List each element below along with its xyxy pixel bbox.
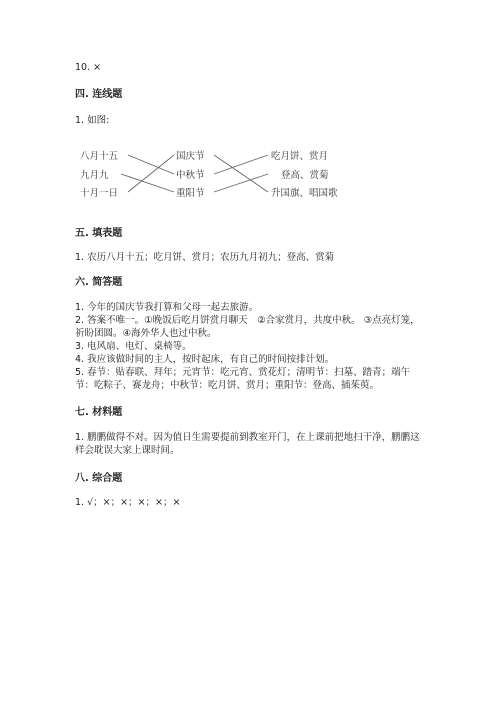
link-line [128,155,174,174]
section-title-comprehensive: 八. 综合题 [75,473,123,484]
right-item-3: 升国旗、唱国歌 [271,188,338,199]
middle-item-1: 国庆节 [176,151,205,162]
short-answer-4: 4. 我应该做时间的主人，按时起床，有自己的时间按排计划。 [75,354,335,365]
material-answer-1: 1. 鹏鹏做得不对。因为值日生需要提前到教室开门，在上课前把地扫干净，鹏鹏这样会耽误大家上课时间。 [75,432,420,456]
middle-item-2: 中秋节 [176,170,205,181]
comprehensive-answer-1: 1. √；×；×；×；×；× [75,497,181,508]
left-item-3: 十月一日 [80,188,119,199]
matching-diagram [0,145,500,215]
answer-q10: 10. × [75,62,102,73]
short-answer-2: 2. 答案不唯一。①晚饭后吃月饼赏月聊天 ②合家赏月，共度中秋。 ③点亮灯笼，祈盼团圆。④海外华人也过中秋。 [75,315,420,339]
short-answer-1: 1. 今年的国庆节我打算和父母一起去旅游。 [75,302,259,313]
link-line [214,155,268,174]
short-answer-5: 5. 春节：贴春联、拜年；元宵节：吃元宵、赏花灯；清明节：扫墓、踏青；端午节：吃粽子、赛龙舟；中秋节：吃月饼、赏月；重阳节：登高、插茱萸。 [75,367,411,391]
section-title-matching: 四. 连线题 [75,89,123,100]
matching-answer-label: 1. 如图: [75,115,110,126]
right-item-1: 吃月饼、赏月 [271,151,329,162]
link-line [214,174,268,192]
fill-table-answer-1: 1. 农历八月十五；吃月饼、赏月；农历九月初九；登高、赏菊 [75,252,335,263]
left-item-2: 九月九 [80,170,109,181]
right-item-2: 登高、赏菊 [281,170,329,181]
link-line [128,155,174,192]
left-item-1: 八月十五 [80,151,119,162]
section-title-short-answer: 六. 简答题 [75,277,123,288]
link-line [214,155,268,192]
short-answer-3: 3. 电风扇、电灯、桌椅等。 [75,341,192,352]
section-title-fill-table: 五. 填表题 [75,228,123,239]
middle-item-3: 重阳节 [176,188,205,199]
section-title-material: 七. 材料题 [75,407,123,418]
